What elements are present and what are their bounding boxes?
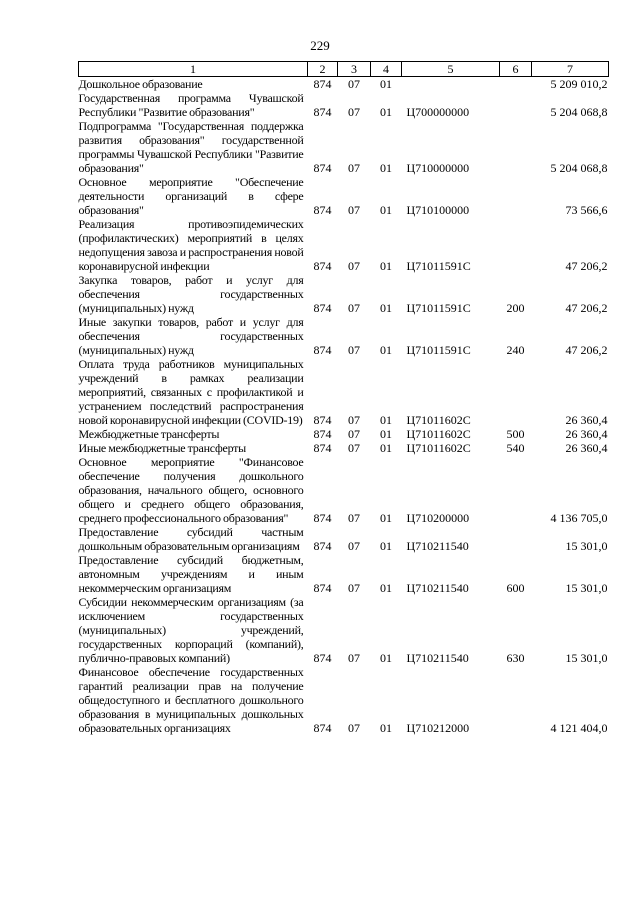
row-ministry-code: 874 [313,259,332,273]
row-expense-type [500,217,532,273]
table-row [79,441,609,455]
row-expense-type [500,77,532,92]
row-ministry-code: 874 [313,651,332,665]
table-header-row [79,62,609,77]
row-section-code: 07 [348,651,360,665]
row-name: Иные межбюджетные трансферты [78,441,246,455]
row-expense-type: 600 [506,581,525,595]
table-row [79,553,609,595]
table-row [79,315,609,357]
row-amount: 4 136 705,0 [550,511,608,525]
row-expense-type: 630 [506,651,525,665]
row-ministry-code: 874 [313,511,332,525]
column-header: 6 [500,62,532,77]
column-header: 1 [79,62,308,77]
row-amount: 5 204 068,8 [550,161,608,175]
row-amount: 47 206,2 [565,343,608,357]
row-name: Подпрограмма "Государственная поддержка развития образования" государственной программы Чувашской Республики "Развитие образования" [78,119,304,175]
row-target-article: Ц710212000 [406,721,470,735]
row-subsection-code: 01 [380,161,392,175]
row-subsection-code: 01 [380,539,392,553]
row-amount: 4 121 404,0 [550,721,608,735]
page-number: 229 [310,38,330,53]
table-row [79,273,609,315]
row-target-article: Ц710200000 [406,511,470,525]
row-expense-type [500,119,532,175]
row-amount: 26 360,4 [565,441,608,455]
table-row [79,427,609,441]
row-amount: 15 301,0 [565,539,608,553]
row-ministry-code: 874 [313,539,332,553]
row-target-article: Ц710211540 [406,651,469,665]
row-name: Государственная программа Чувашской Республики "Развитие образования" [78,91,304,119]
row-expense-type: 200 [506,301,525,315]
row-target-article: Ц71011602С [406,427,471,441]
row-ministry-code: 874 [313,203,332,217]
row-expense-type: 540 [506,441,525,455]
row-subsection-code: 01 [380,721,392,735]
row-target-article: Ц71011591С [406,259,471,273]
row-expense-type: 240 [506,343,525,357]
row-name: Основное мероприятие "Финансовое обеспечение получения дошкольного образования, начального общего, основного общего и среднего общего образования, среднего профессионального образования" [78,455,304,525]
row-subsection-code: 01 [380,203,392,217]
table-row [79,77,609,92]
row-section-code: 07 [348,161,360,175]
table-row [79,91,609,119]
row-name: Дошкольное образование [78,77,203,91]
row-amount: 47 206,2 [565,259,608,273]
row-expense-type [500,175,532,217]
row-subsection-code: 01 [380,301,392,315]
row-subsection-code: 01 [380,105,392,119]
table-body [79,77,609,736]
row-expense-type [500,91,532,119]
row-expense-type [500,455,532,525]
row-section-code: 07 [348,259,360,273]
row-name: Основное мероприятие "Обеспечение деятельности организаций в сфере образования" [78,175,304,217]
row-amount: 73 566,6 [565,203,608,217]
row-section-code: 07 [348,441,360,455]
row-subsection-code: 01 [380,413,392,427]
row-name: Предоставление субсидий бюджетным, автономным учреждениям и иным некоммерческим организациям [78,553,304,595]
row-ministry-code: 874 [313,427,332,441]
row-section-code: 07 [348,77,360,91]
row-ministry-code: 874 [313,343,332,357]
row-name: Оплата труда работников муниципальных учреждений в рамках реализации мероприятий, связанных с профилактикой и устранением последствий распространения новой коронавирусной инфекции (COVID-19) [78,357,304,427]
column-header: 4 [371,62,402,77]
row-section-code: 07 [348,511,360,525]
row-subsection-code: 01 [380,427,392,441]
row-subsection-code: 01 [380,259,392,273]
row-subsection-code: 01 [380,441,392,455]
row-target-article: Ц710211540 [406,539,469,553]
table-row [79,595,609,665]
row-ministry-code: 874 [313,581,332,595]
table-row [79,525,609,553]
row-ministry-code: 874 [313,77,332,91]
row-amount: 5 204 068,8 [550,105,608,119]
row-name: Закупка товаров, работ и услуг для обеспечения государственных (муниципальных) нужд [78,273,304,315]
row-target-article: Ц71011602С [406,413,471,427]
table-row [79,455,609,525]
row-ministry-code: 874 [313,721,332,735]
row-amount: 15 301,0 [565,651,608,665]
row-section-code: 07 [348,721,360,735]
table-row [79,357,609,427]
row-section-code: 07 [348,343,360,357]
row-target-article: Ц71011602С [406,441,471,455]
row-name: Предоставление субсидий частным дошкольным образовательным организациям [78,525,304,553]
budget-table [78,61,609,735]
row-subsection-code: 01 [380,511,392,525]
row-section-code: 07 [348,427,360,441]
row-name: Субсидии некоммерческим организациям (за исключением государственных (муниципальных) учреждений, государственных корпораций (компаний), публично-правовых компаний) [78,595,304,665]
row-amount: 47 206,2 [565,301,608,315]
row-target-article: Ц710000000 [406,161,470,175]
row-amount: 26 360,4 [565,427,608,441]
row-ministry-code: 874 [313,413,332,427]
row-target-article: Ц710100000 [406,203,470,217]
row-amount: 15 301,0 [565,581,608,595]
row-section-code: 07 [348,539,360,553]
row-expense-type [500,357,532,427]
column-header: 5 [402,62,500,77]
row-expense-type [500,665,532,735]
row-name: Иные закупки товаров, работ и услуг для обеспечения государственных (муниципальных) нужд [78,315,304,357]
row-subsection-code: 01 [380,77,392,91]
table-row [79,119,609,175]
column-header: 3 [338,62,371,77]
column-header: 7 [532,62,609,77]
row-section-code: 07 [348,413,360,427]
row-expense-type: 500 [506,427,525,441]
row-ministry-code: 874 [313,161,332,175]
row-subsection-code: 01 [380,651,392,665]
row-section-code: 07 [348,301,360,315]
row-section-code: 07 [348,203,360,217]
table-row [79,175,609,217]
row-ministry-code: 874 [313,441,332,455]
row-ministry-code: 874 [313,301,332,315]
row-name: Реализация противоэпидемических (профилактических) мероприятий в целях недопущения завоза и распространения новой коронавирусной инфекции [78,217,304,273]
row-target-article [402,77,500,92]
row-subsection-code: 01 [380,343,392,357]
row-target-article: Ц700000000 [406,105,470,119]
column-header: 2 [308,62,338,77]
row-name: Межбюджетные трансферты [78,427,220,441]
row-name: Финансовое обеспечение государственных гарантий реализации прав на получение общедоступного и бесплатного дошкольного образования в муниципальных дошкольных образовательных организациях [78,665,304,735]
row-amount: 5 209 010,2 [550,77,608,91]
row-section-code: 07 [348,581,360,595]
row-target-article: Ц71011591С [406,301,471,315]
table-row [79,217,609,273]
row-amount: 26 360,4 [565,413,608,427]
row-target-article: Ц71011591С [406,343,471,357]
row-target-article: Ц710211540 [406,581,469,595]
table-row [79,665,609,735]
row-subsection-code: 01 [380,581,392,595]
row-ministry-code: 874 [313,105,332,119]
row-expense-type [500,525,532,553]
row-section-code: 07 [348,105,360,119]
